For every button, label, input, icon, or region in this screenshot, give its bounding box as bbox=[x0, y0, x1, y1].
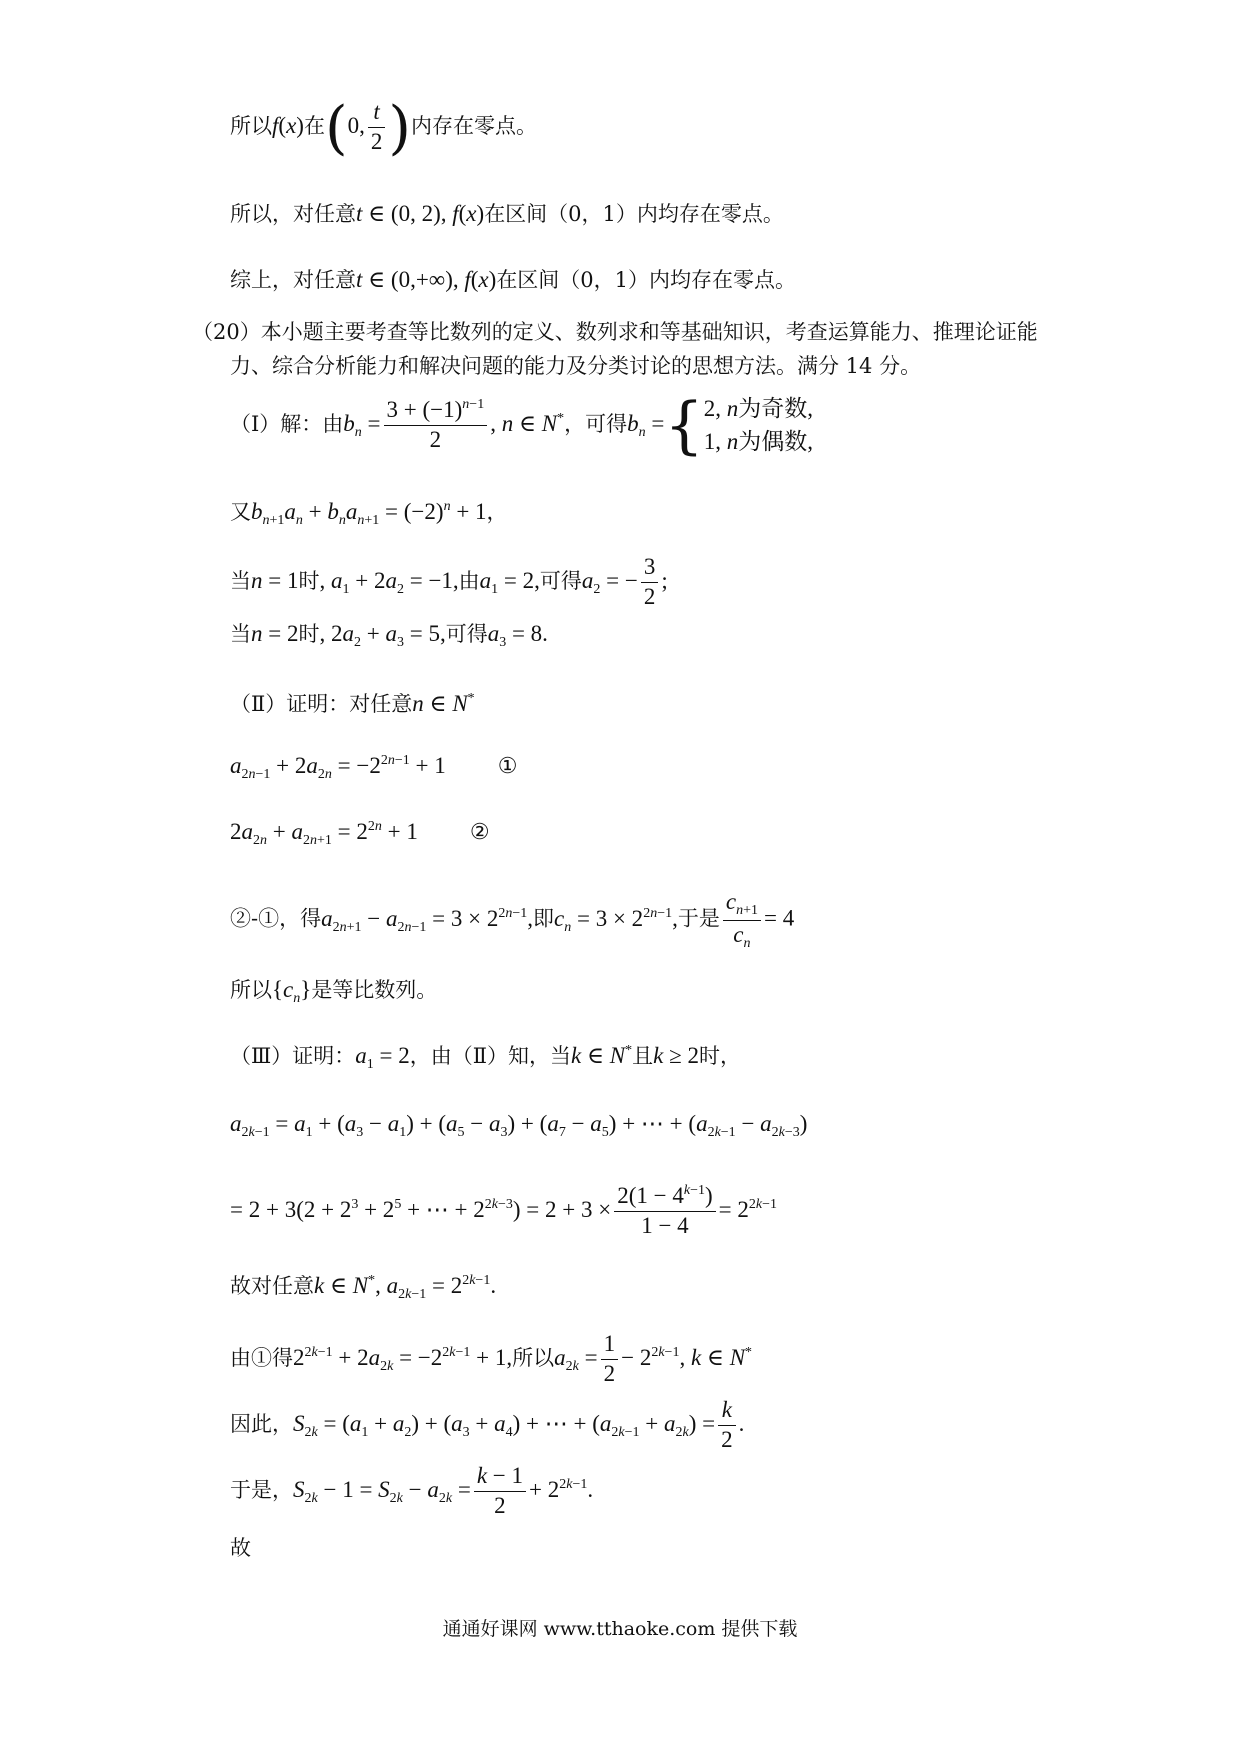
final-gu-line: 故 bbox=[230, 1536, 251, 1560]
case-n1-line: 当n = 1时, $a_1 + 2a_2 = -1$,由$a_1 = 2$,可得$a_2$ = − $\frac{3}{2}$ ; bbox=[230, 554, 668, 609]
text-line-3: 综上，对任意t ∈ (0,+∞), f(x)在区间（0，1）内均存在零点。 bbox=[230, 267, 797, 292]
telescoping-sum-line: $a_{2k-1} = a_1 + (a_3 - a_1) + (a_5 - a_3) + (a_7 - a_5)$ + ⋯ + $(a_{2k-1} - a_{2k-3})$ bbox=[230, 1111, 808, 1140]
sum-s2k-line: 因此，$S_{2k} = (a_1 + a_2) + (a_3 + a_4)$ + ⋯ + $(a_{2k-1} + a_{2k})$ = $\frac{k}{2}$ . bbox=[230, 1397, 745, 1452]
case-n2-line: 当n = 2时, $2a_2 + a_3 = 5$,可得$a_3 = 8$. bbox=[230, 621, 548, 650]
odd-term-conclusion: 故对任意k ∈ N*, $a_{2k-1} = 2^{2k-1}$. bbox=[230, 1273, 497, 1302]
question-20-line-1: （20）本小题主要考查等比数列的定义、数列求和等基础知识，考查运算能力、推理论证能 bbox=[192, 320, 1038, 344]
page-footer: 通通好课网 www.tthaoke.com 提供下载 bbox=[442, 1618, 798, 1640]
text-line-2: 所以，对任意t ∈ (0, 2), f(x)在区间（0，1）内均存在零点。 bbox=[230, 201, 784, 226]
equation-1: $a_{2n-1} + 2a_{2n} = -2^{2n-1} + 1$ ① bbox=[230, 753, 518, 782]
equation-2: $2a_{2n} + a_{2n+1} = 2^{2n} + 1$ ② bbox=[230, 819, 490, 848]
even-term-line: 由①得$2^{2k-1} + 2a_{2k} = -2^{2k-1} + 1$,所以$a_{2k}$ = $\frac{1}{2}$ − $2^{2k-1}$, k ∈ N* bbox=[230, 1331, 753, 1386]
geometric-conclusion: 所以$\{c_n\}$是等比数列。 bbox=[230, 977, 438, 1006]
text-line-1: 所以f(x)在(0, $\frac{t}{2}$ )内存在零点。 bbox=[230, 93, 537, 162]
part-3-statement: （Ⅲ）证明：$a_1 = 2$，由（Ⅱ）知，当k ∈ N*且k ≥ 2时， bbox=[230, 1043, 741, 1072]
question-20-line-2: 力、综合分析能力和解决问题的能力及分类讨论的思想方法。满分 14 分。 bbox=[230, 354, 922, 378]
subtraction-line: ②-①，得$a_{2n+1} - a_{2n-1} = 3 \times 2^{2n-1}$,即$c_n = 3 \times 2^{2n-1}$,于是 $\frac{c_{n+1}}{c_n}$ = 4 bbox=[230, 889, 795, 951]
sum-s2k-minus-line: 于是，$S_{2k} - 1 = S_{2k} - a_{2k}$ = $\frac{k - 1}{2}$ + $2^{2k-1}$. bbox=[230, 1463, 594, 1518]
part-2-statement: （Ⅱ）证明：对任意n ∈ N* bbox=[230, 691, 475, 716]
recurrence-line: 又$b_{n+1}a_n + b_na_{n+1} = (-2)^n + 1$， bbox=[230, 499, 508, 528]
geometric-sum-line: = $2 + 3(2 + 2^3 + 2^5$ + ⋯ + $2^{2k-3}) = 2 + 3$ × $\frac{2(1 - 4^{k-1})}{1 - 4}$ = $2^{2k-1}$ bbox=[230, 1183, 778, 1238]
part-1-statement: （Ⅰ）解：由$b_n$ = $\frac{3 + (-1)^{n-1}}{2}$ , n ∈ N*，可得$b_n =\{2$, n为奇数, 1, n为偶数, bbox=[230, 388, 814, 462]
